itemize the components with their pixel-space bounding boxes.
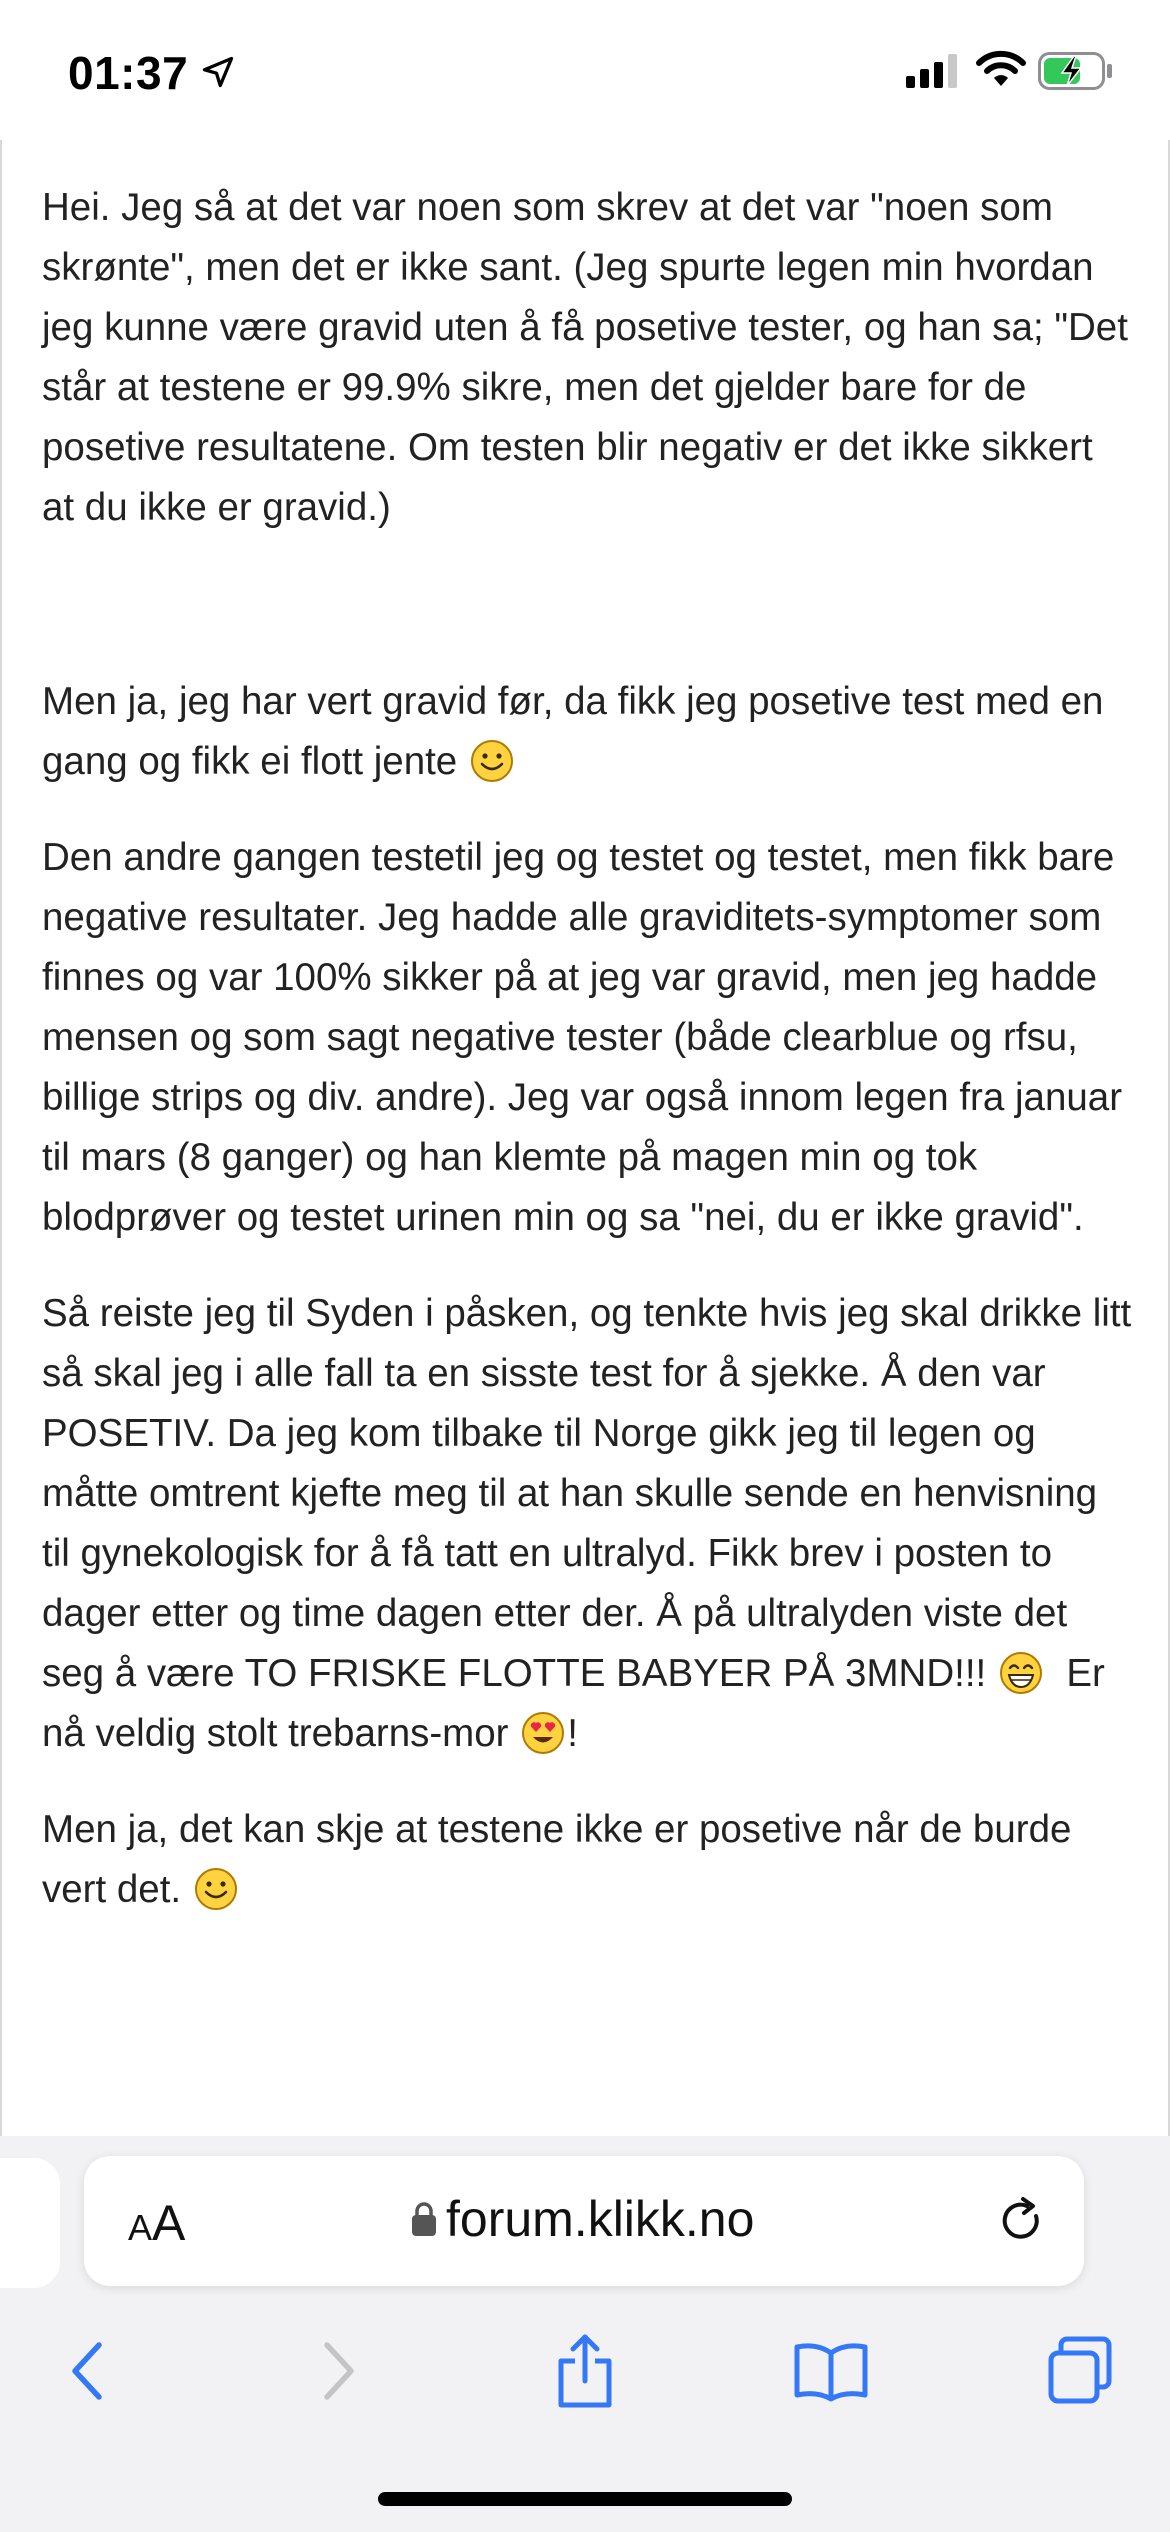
forward-button[interactable] xyxy=(294,2326,384,2416)
browser-toolbar xyxy=(0,2296,1170,2532)
post-paragraph: Så reiste jeg til Syden i påsken, og tenkte hvis jeg skal drikke litt så skal jeg i alle fall ta en sisste test for å sjekke. Å den var POSETIV. Da jeg kom tilbake til Norge gikk jeg til legen og måtte omtrent kjefte meg til at han skulle sende en henvisning til gynekologisk for å få tatt en ultralyd. Fikk brev i posten to dager etter og time dagen etter der. Å på ultralyden viste det seg å være TO FRISKE FLOTTE BABYER PÅ 3MND!!! Er nå veldig stolt trebarns-mor ! xyxy=(42,1292,1132,1755)
forum-post xyxy=(0,100,1170,2270)
address-bar-area xyxy=(0,2136,1170,2296)
reload-icon[interactable] xyxy=(996,2194,1048,2246)
status-time: 01:37 xyxy=(68,47,189,99)
post-body xyxy=(42,178,1134,1956)
grinning-emoji xyxy=(999,1651,1043,1695)
bookmarks-icon xyxy=(793,2339,869,2403)
wifi-icon xyxy=(976,50,1026,88)
bookmarks-button[interactable] xyxy=(786,2326,876,2416)
post-paragraph: Den andre gangen testetil jeg og testet og testet, men fikk bare negative resultater. Jeg hadde alle graviditets-symptomer som finnes og var 100% sikker på at jeg var gravid, men jeg hadde mensen og som sagt negative tester (både clearblue og rfsu, billige strips og div. andre). Jeg var også innom legen fra januar til mars (8 ganger) og han klemte på magen min og tok blodprøver og testet urinen min og sa "nei, du er ikke gravid". xyxy=(42,836,1123,1239)
heart-eyes-emoji xyxy=(521,1711,565,1755)
url-text[interactable]: forum.klikk.no xyxy=(446,2191,755,2247)
home-indicator[interactable] xyxy=(378,2492,792,2506)
post-paragraph: Hei. Jeg så at det var noen som skrev at det var "noen som skrønte", men det er ikke sant. (Jeg spurte legen min hvordan jeg kunne være gravid uten å få posetive tester, og han sa; "Det står at testene er 99.9% sikre, men det gjelder bare for de posetive resultatene. Om testen blir negativ er det ikke sikkert at du ikke er gravid.) xyxy=(42,186,1128,529)
share-button[interactable] xyxy=(540,2326,630,2416)
post-paragraph: Men ja, jeg har vert gravid før, da fikk jeg posetive test med en gang og fikk ei flott jente xyxy=(42,680,1104,783)
battery-charging-icon xyxy=(1038,52,1114,90)
paragraph-spacer xyxy=(42,574,1134,672)
status-bar xyxy=(0,0,1170,140)
back-button[interactable] xyxy=(42,2326,132,2416)
tabs-icon xyxy=(1045,2335,1117,2407)
page-content[interactable] xyxy=(0,140,1170,2136)
smiley-emoji xyxy=(194,1867,238,1911)
lock-icon xyxy=(410,2200,438,2238)
post-paragraph: Men ja, det kan skje at testene ikke er posetive når de burde vert det. xyxy=(42,1808,1072,1911)
tabs-button[interactable] xyxy=(1036,2326,1126,2416)
back-icon xyxy=(65,2339,109,2403)
location-arrow-icon xyxy=(200,54,236,90)
share-icon xyxy=(553,2333,617,2409)
previous-tab-preview[interactable] xyxy=(0,2158,60,2288)
smiley-emoji xyxy=(470,739,514,783)
address-bar[interactable] xyxy=(84,2156,1084,2286)
forward-icon xyxy=(317,2339,361,2403)
page-settings-button[interactable]: AA xyxy=(128,2195,186,2251)
cellular-signal-icon xyxy=(906,54,960,88)
